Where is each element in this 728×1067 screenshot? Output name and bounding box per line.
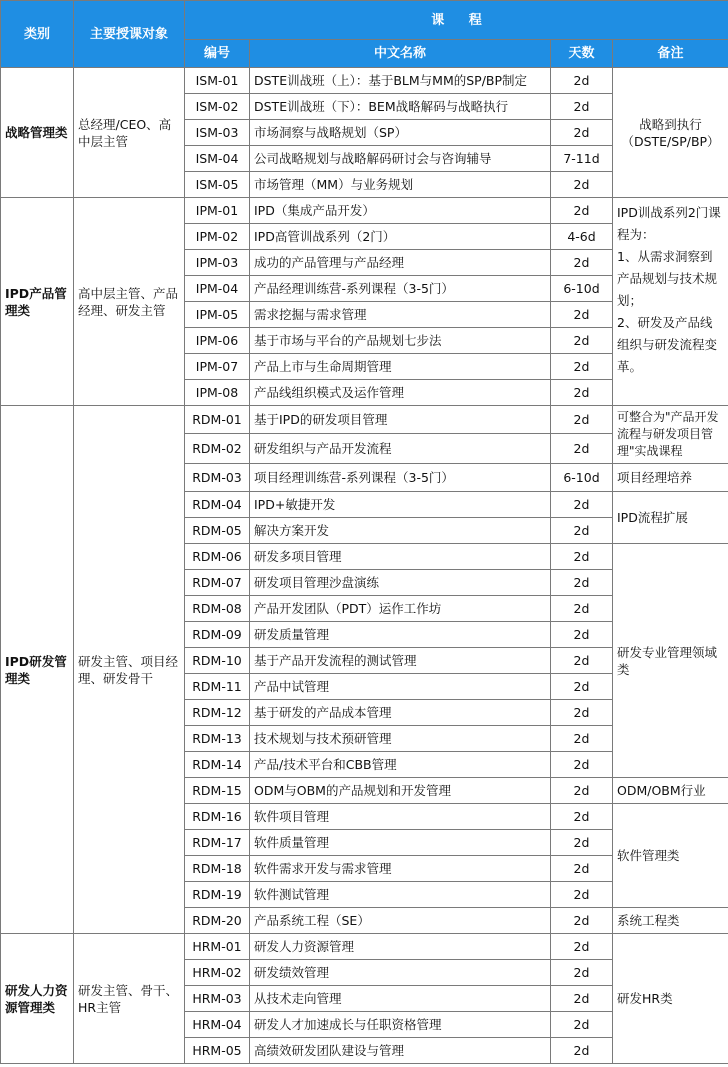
- course-days: 2d: [551, 120, 613, 146]
- course-days: 2d: [551, 882, 613, 908]
- audience-cell: 总经理/CEO、高中层主管: [74, 68, 185, 198]
- course-code: ISM-05: [185, 172, 250, 198]
- course-days: 4-6d: [551, 224, 613, 250]
- course-code: RDM-09: [185, 622, 250, 648]
- course-name: IPD+敏捷开发: [250, 492, 551, 518]
- course-name: 从技术走向管理: [250, 986, 551, 1012]
- course-name: DSTE训战班（上）：基于BLM与MM的SP/BP制定: [250, 68, 551, 94]
- course-code: RDM-12: [185, 700, 250, 726]
- course-code: ISM-04: [185, 146, 250, 172]
- course-days: 2d: [551, 700, 613, 726]
- category-cell: IPD研发管理类: [1, 406, 74, 934]
- course-name: 基于研发的产品成本管理: [250, 700, 551, 726]
- note-cell: ODM/OBM行业: [613, 778, 728, 804]
- course-name: 产品线组织模式及运作管理: [250, 380, 551, 406]
- course-days: 2d: [551, 934, 613, 960]
- course-code: ISM-03: [185, 120, 250, 146]
- course-code: IPM-02: [185, 224, 250, 250]
- course-days: 2d: [551, 518, 613, 544]
- course-name: 基于市场与平台的产品规划七步法: [250, 328, 551, 354]
- course-name: 软件质量管理: [250, 830, 551, 856]
- course-name: 研发绩效管理: [250, 960, 551, 986]
- course-code: IPM-04: [185, 276, 250, 302]
- course-code: IPM-03: [185, 250, 250, 276]
- course-days: 2d: [551, 1012, 613, 1038]
- course-name: 研发质量管理: [250, 622, 551, 648]
- note-cell: 系统工程类: [613, 908, 728, 934]
- audience-cell: 研发主管、项目经理、研发骨干: [74, 406, 185, 934]
- course-name: 软件需求开发与需求管理: [250, 856, 551, 882]
- course-code: IPM-06: [185, 328, 250, 354]
- course-code: ISM-02: [185, 94, 250, 120]
- course-code: RDM-05: [185, 518, 250, 544]
- course-name: 研发人力资源管理: [250, 934, 551, 960]
- course-code: HRM-05: [185, 1038, 250, 1064]
- course-name: 市场管理（MM）与业务规划: [250, 172, 551, 198]
- course-code: RDM-19: [185, 882, 250, 908]
- course-name: IPD（集成产品开发）: [250, 198, 551, 224]
- course-name: 产品中试管理: [250, 674, 551, 700]
- course-code: ISM-01: [185, 68, 250, 94]
- header-audience: 主要授课对象: [74, 1, 185, 68]
- course-name: 成功的产品管理与产品经理: [250, 250, 551, 276]
- course-days: 2d: [551, 986, 613, 1012]
- course-name: 研发人才加速成长与任职资格管理: [250, 1012, 551, 1038]
- course-days: 6-10d: [551, 464, 613, 492]
- course-name: 软件项目管理: [250, 804, 551, 830]
- course-name: 产品开发团队（PDT）运作工作坊: [250, 596, 551, 622]
- course-days: 2d: [551, 94, 613, 120]
- course-days: 2d: [551, 622, 613, 648]
- course-name: 产品系统工程（SE）: [250, 908, 551, 934]
- course-name: 高绩效研发团队建设与管理: [250, 1038, 551, 1064]
- course-name: 研发多项目管理: [250, 544, 551, 570]
- course-days: 2d: [551, 250, 613, 276]
- course-name: DSTE训战班（下）：BEM战略解码与战略执行: [250, 94, 551, 120]
- course-code: HRM-03: [185, 986, 250, 1012]
- course-days: 2d: [551, 726, 613, 752]
- category-cell: IPD产品管理类: [1, 198, 74, 406]
- course-code: RDM-18: [185, 856, 250, 882]
- course-name: 解决方案开发: [250, 518, 551, 544]
- course-days: 2d: [551, 830, 613, 856]
- course-code: RDM-02: [185, 434, 250, 464]
- course-days: 7-11d: [551, 146, 613, 172]
- course-code: RDM-04: [185, 492, 250, 518]
- note-cell: IPD流程扩展: [613, 492, 728, 544]
- course-name: 基于IPD的研发项目管理: [250, 406, 551, 434]
- course-days: 2d: [551, 1038, 613, 1064]
- course-days: 2d: [551, 198, 613, 224]
- course-name: 软件测试管理: [250, 882, 551, 908]
- note-cell: 研发专业管理领域类: [613, 544, 728, 778]
- course-days: 2d: [551, 406, 613, 434]
- course-code: RDM-03: [185, 464, 250, 492]
- course-name: IPD高管训战系列（2门）: [250, 224, 551, 250]
- course-days: 2d: [551, 778, 613, 804]
- course-code: RDM-20: [185, 908, 250, 934]
- course-code: RDM-06: [185, 544, 250, 570]
- header-code: 编号: [185, 40, 250, 68]
- course-days: 6-10d: [551, 276, 613, 302]
- table-row: [1, 934, 728, 960]
- course-days: 2d: [551, 68, 613, 94]
- course-name: 研发组织与产品开发流程: [250, 434, 551, 464]
- course-name: 产品/技术平台和CBB管理: [250, 752, 551, 778]
- course-code: HRM-02: [185, 960, 250, 986]
- course-code: IPM-05: [185, 302, 250, 328]
- course-code: RDM-11: [185, 674, 250, 700]
- course-days: 2d: [551, 354, 613, 380]
- course-name: 技术规划与技术预研管理: [250, 726, 551, 752]
- table-row: [1, 198, 728, 224]
- course-days: 2d: [551, 544, 613, 570]
- course-days: 2d: [551, 596, 613, 622]
- header-name: 中文名称: [250, 40, 551, 68]
- note-cell: 可整合为"产品开发流程与研发项目管理"实战课程: [613, 406, 728, 464]
- course-code: RDM-15: [185, 778, 250, 804]
- course-days: 2d: [551, 328, 613, 354]
- course-code: HRM-01: [185, 934, 250, 960]
- course-name: 需求挖掘与需求管理: [250, 302, 551, 328]
- table-row: [1, 68, 728, 94]
- course-name: ODM与OBM的产品规划和开发管理: [250, 778, 551, 804]
- note-cell: 项目经理培养: [613, 464, 728, 492]
- course-days: 2d: [551, 302, 613, 328]
- header-category: 类别: [1, 1, 74, 68]
- course-days: 2d: [551, 648, 613, 674]
- note-cell: 战略到执行 （DSTE/SP/BP）: [613, 68, 728, 198]
- course-days: 2d: [551, 492, 613, 518]
- table-row: [1, 406, 728, 434]
- audience-cell: 研发主管、骨干、HR主管: [74, 934, 185, 1064]
- course-days: 2d: [551, 804, 613, 830]
- course-code: HRM-04: [185, 1012, 250, 1038]
- header-note: 备注: [613, 40, 728, 68]
- course-code: RDM-13: [185, 726, 250, 752]
- header-course: 课 程: [185, 1, 728, 40]
- course-days: 2d: [551, 172, 613, 198]
- course-name: 市场洞察与战略规划（SP）: [250, 120, 551, 146]
- header-days: 天数: [551, 40, 613, 68]
- course-code: RDM-14: [185, 752, 250, 778]
- course-days: 2d: [551, 570, 613, 596]
- note-cell: 软件管理类: [613, 804, 728, 908]
- note-cell: 研发HR类: [613, 934, 728, 1064]
- course-name: 项目经理训练营-系列课程（3-5门）: [250, 464, 551, 492]
- course-days: 2d: [551, 752, 613, 778]
- course-code: RDM-17: [185, 830, 250, 856]
- category-cell: 研发人力资源管理类: [1, 934, 74, 1064]
- course-code: IPM-01: [185, 198, 250, 224]
- course-days: 2d: [551, 674, 613, 700]
- course-days: 2d: [551, 856, 613, 882]
- category-cell: 战略管理类: [1, 68, 74, 198]
- course-code: RDM-01: [185, 406, 250, 434]
- course-name: 基于产品开发流程的测试管理: [250, 648, 551, 674]
- course-days: 2d: [551, 960, 613, 986]
- course-name: 研发项目管理沙盘演练: [250, 570, 551, 596]
- course-days: 2d: [551, 434, 613, 464]
- course-code: RDM-08: [185, 596, 250, 622]
- course-code: RDM-16: [185, 804, 250, 830]
- course-name: 产品经理训练营-系列课程（3-5门）: [250, 276, 551, 302]
- audience-cell: 高中层主管、产品经理、研发主管: [74, 198, 185, 406]
- note-cell: IPD训战系列2门课程为： 1、从需求洞察到产品规划与技术规划； 2、研发及产品线组织与研发流程变革。: [613, 198, 728, 406]
- course-code: IPM-07: [185, 354, 250, 380]
- course-code: RDM-10: [185, 648, 250, 674]
- course-days: 2d: [551, 908, 613, 934]
- course-days: 2d: [551, 380, 613, 406]
- course-code: IPM-08: [185, 380, 250, 406]
- course-name: 产品上市与生命周期管理: [250, 354, 551, 380]
- course-code: RDM-07: [185, 570, 250, 596]
- course-name: 公司战略规划与战略解码研讨会与咨询辅导: [250, 146, 551, 172]
